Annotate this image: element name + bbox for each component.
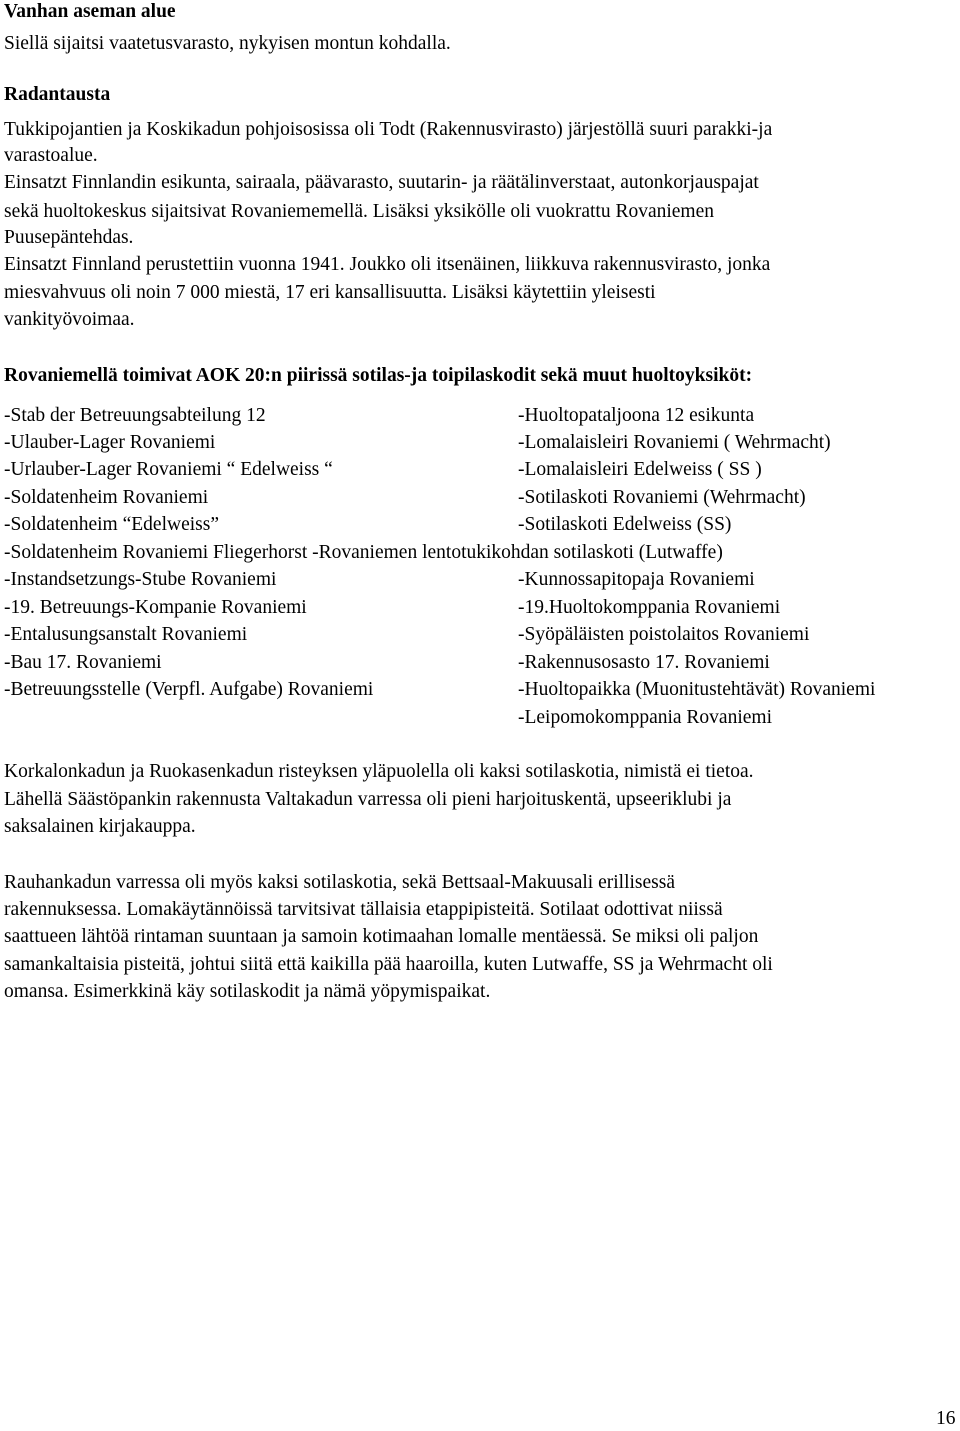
section-heading-track-yard: Radantausta (4, 84, 111, 105)
page-number: 16 (936, 1408, 956, 1429)
unit-german: -Stab der Betreuungsabteilung 12 (4, 405, 266, 426)
track-yard-line: vankityövoimaa. (4, 309, 135, 330)
paragraph-line: saksalainen kirjakauppa. (4, 816, 196, 837)
unit-finnish: -Sotilaskoti Edelweiss (SS) (518, 514, 732, 535)
track-yard-line: varastoalue. (4, 145, 98, 166)
unit-finnish: -Huoltopataljoona 12 esikunta (518, 405, 755, 426)
unit-finnish: -19.Huoltokomppania Rovaniemi (518, 597, 781, 618)
unit-german: -Entalusungsanstalt Rovaniemi (4, 624, 248, 645)
unit-finnish: -Sotilaskoti Rovaniemi (Wehrmacht) (518, 487, 806, 508)
unit-german: -Betreuungsstelle (Verpfl. Aufgabe) Rovaniemi (4, 679, 374, 700)
paragraph-line: omansa. Esimerkkinä käy sotilaskodit ja nämä yöpymispaikat. (4, 981, 491, 1002)
unit-finnish: -Syöpäläisten poistolaitos Rovaniemi (518, 624, 810, 645)
unit-german: -Ulauber-Lager Rovaniemi (4, 432, 216, 453)
units-heading: Rovaniemellä toimivat AOK 20:n piirissä sotilas-ja toipilaskodit sekä muut huoltoyksiköt: (4, 365, 753, 386)
unit-finnish: -Huoltopaikka (Muonitustehtävät) Rovaniemi (518, 679, 876, 700)
paragraph-line: saattueen lähtöä rintaman suuntaan ja samoin kotimaahan lomalle mentäessä. Se miksi oli paljon (4, 926, 759, 947)
unit-finnish-bakery: -Leipomokomppania Rovaniemi (518, 707, 772, 728)
unit-german: -Soldatenheim “Edelweiss” (4, 514, 219, 535)
unit-german: -Soldatenheim Rovaniemi (4, 487, 209, 508)
paragraph-line: Lähellä Säästöpankin rakennusta Valtakadun varressa oli pieni harjoituskentä, upseeriklubi ja (4, 789, 732, 810)
section-heading-old-station: Vanhan aseman alue (4, 1, 176, 22)
paragraph-line: samankaltaisia pisteitä, johtui siitä että kaikilla pää haaroilla, kuten Lutwaffe, SS ja Wehrmacht oli (4, 954, 773, 975)
unit-finnish: -Lomalaisleiri Edelweiss ( SS ) (518, 459, 762, 480)
unit-finnish: -Lomalaisleiri Rovaniemi ( Wehrmacht) (518, 432, 831, 453)
track-yard-line: Puusepäntehdas. (4, 227, 134, 248)
unit-finnish: -Rakennusosasto 17. Rovaniemi (518, 652, 770, 673)
track-yard-line: Tukkipojantien ja Koskikadun pohjoisosissa oli Todt (Rakennusvirasto) järjestöllä suuri parakki-ja (4, 119, 773, 140)
paragraph-line: Korkalonkadun ja Ruokasenkadun risteyksen yläpuolella oli kaksi sotilaskotia, nimistä ei tietoa. (4, 761, 754, 782)
track-yard-line: miesvahvuus oli noin 7 000 miestä, 17 eri kansallisuutta. Lisäksi käytettiin yleisesti (4, 282, 656, 303)
unit-finnish: -Kunnossapitopaja Rovaniemi (518, 569, 755, 590)
track-yard-line: sekä huoltokeskus sijaitsivat Rovaniememellä. Lisäksi yksikölle oli vuokrattu Rovaniemen (4, 201, 715, 222)
unit-german: -Bau 17. Rovaniemi (4, 652, 162, 673)
old-station-text: Siellä sijaitsi vaatetusvarasto, nykyisen montun kohdalla. (4, 33, 451, 54)
paragraph-line: Rauhankadun varressa oli myös kaksi sotilaskotia, sekä Bettsaal-Makuusali erillisessä (4, 872, 675, 893)
unit-german: -Urlauber-Lager Rovaniemi “ Edelweiss “ (4, 459, 333, 480)
track-yard-line: Einsatzt Finnlandin esikunta, sairaala, päävarasto, suutarin- ja räätälinverstaat, autonkorjauspajat (4, 172, 759, 193)
unit-german: -Instandsetzungs-Stube Rovaniemi (4, 569, 277, 590)
unit-german: -19. Betreuungs-Kompanie Rovaniemi (4, 597, 307, 618)
unit-fliegerhorst-row: -Soldatenheim Rovaniemi Fliegerhorst -Rovaniemen lentotukikohdan sotilaskoti (Lutwaffe) (4, 542, 723, 563)
track-yard-line: Einsatzt Finnland perustettiin vuonna 1941. Joukko oli itsenäinen, liikkuva rakennusvirasto, jonka (4, 254, 771, 275)
paragraph-line: rakennuksessa. Lomakäytännöissä tarvitsivat tällaisia etappipisteitä. Sotilaat odottivat niissä (4, 899, 723, 920)
